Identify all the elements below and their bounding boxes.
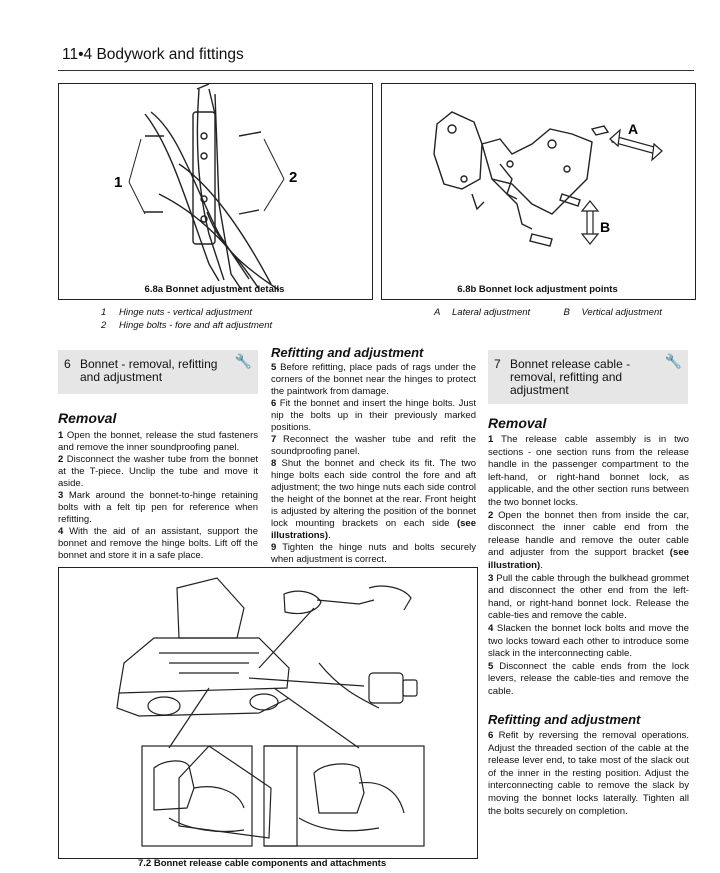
- legend-item: B Vertical adjustment: [563, 307, 662, 318]
- callout-A: A: [628, 121, 639, 137]
- paragraph: 9 Tighten the hinge nuts and bolts securely when adjustment is correct.: [271, 542, 476, 565]
- caption-6-8a: 6.8a Bonnet adjustment details: [144, 284, 285, 295]
- callout-B: B: [600, 219, 611, 235]
- section-number: 6: [64, 357, 71, 371]
- legend-item: 1 Hinge nuts - vertical adjustment: [101, 307, 253, 318]
- section-6-title-box: [58, 350, 258, 394]
- figure-bonnet-adjustment: [58, 83, 373, 300]
- section-title: Bonnet - removal, refitting and adjustment: [80, 357, 218, 384]
- paragraph: 1 Open the bonnet, release the stud fasteners and remove the inner soundproofing panel.: [58, 430, 258, 453]
- legend-item: A Lateral adjustment: [434, 307, 531, 318]
- paragraph: 6 Refit by reversing the removal operations. Adjust the threaded section of the cable at the release lever end, to take most of the slack out of the inner in the resting position. Adjust the interconnecting cable to remove the slack by moving the bonnet locks laterally. Tighten all the bolts securely on completion.: [488, 730, 689, 817]
- caption-7-2: 7.2 Bonnet release cable components and attachments: [138, 858, 387, 869]
- page-header: 11•4 Bodywork and fittings: [62, 46, 244, 63]
- legend-item: 2 Hinge bolts - fore and aft adjustment: [101, 320, 273, 331]
- paragraph: 3 Mark around the bonnet-to-hinge retaining bolts with a felt tip pen for reference when refitting.: [58, 490, 258, 525]
- header-rule: [58, 70, 694, 71]
- legend-6-8b: [434, 306, 662, 319]
- paragraph: 6 Fit the bonnet and insert the hinge bolts. Just nip the bolts up in their previously marked positions.: [271, 398, 476, 433]
- bonnet-hinge-drawing: [59, 84, 372, 299]
- paragraph: 2 Open the bonnet then from inside the car, disconnect the inner cable end from the release handle and remove the outer cable and adjuster from the support bracket (see illustration).: [488, 509, 689, 571]
- figure-release-cable: [58, 567, 478, 859]
- section-title: Bonnet release cable - removal, refitting and adjustment: [510, 357, 631, 397]
- paragraph: 1 The release cable assembly is in two sections - one section runs from the release handle in the passenger compartment to the left-hand, or right-hand bonnet lock, as applicable, and the other section runs between the two bonnet locks.: [488, 434, 689, 508]
- paragraph: 5 Before refitting, place pads of rags under the corners of the bonnet near the hinges to protect the paintwork from damage.: [271, 362, 476, 397]
- release-cable-drawing: [59, 568, 477, 858]
- difficulty-spanner-icon: 🔧: [664, 353, 682, 369]
- section-6-refit-text: [271, 362, 476, 566]
- heading-removal-6: Removal: [58, 410, 117, 426]
- paragraph: 5 Disconnect the cable ends from the lock levers, release the cable-ties and remove the cable.: [488, 660, 689, 697]
- paragraph: 4 Slacken the bonnet lock bolts and move the two locks toward each other to introduce some slack in the interconnecting cable.: [488, 622, 689, 660]
- section-number: 7: [494, 357, 501, 371]
- section-7-refit-text: [488, 730, 689, 818]
- paragraph: 3 Pull the cable through the bulkhead grommet and disconnect the other end from the left-hand, or right-hand bonnet lock. Release the cable-ties and remove the cable.: [488, 572, 689, 622]
- paragraph: 4 With the aid of an assistant, support the bonnet and remove the hinge bolts. Lift off the bonnet and store it in a safe place.: [58, 526, 258, 561]
- paragraph: 8 Shut the bonnet and check its fit. The two hinge bolts each side control the fore and aft adjustment; the two hinge nuts each side control the height of the bonnet at the rear. Front height is adjusted by altering the position of the bonnet lock mounting brackets on each side (see illustrations).: [271, 458, 476, 541]
- heading-removal-7: Removal: [488, 415, 547, 431]
- caption-6-8b: 6.8b Bonnet lock adjustment points: [457, 284, 618, 295]
- section-6-removal-text: [58, 430, 258, 562]
- difficulty-spanner-icon: 🔧: [234, 353, 252, 369]
- heading-refitting-6: Refitting and adjustment: [271, 345, 424, 360]
- figure-bonnet-lock: [381, 83, 696, 300]
- bonnet-lock-drawing: [382, 84, 695, 299]
- paragraph: 7 Reconnect the washer tube and refit the soundproofing panel.: [271, 434, 476, 457]
- callout-1: 1: [114, 174, 123, 191]
- section-7-removal-text: [488, 434, 689, 698]
- paragraph: 2 Disconnect the washer tube from the bonnet at the T-piece. Unclip the tube and move it aside.: [58, 454, 258, 489]
- section-7-title-box: [488, 350, 688, 404]
- legend-6-8a: [101, 306, 272, 332]
- callout-2: 2: [289, 169, 298, 186]
- heading-refitting-7: Refitting and adjustment: [488, 712, 641, 727]
